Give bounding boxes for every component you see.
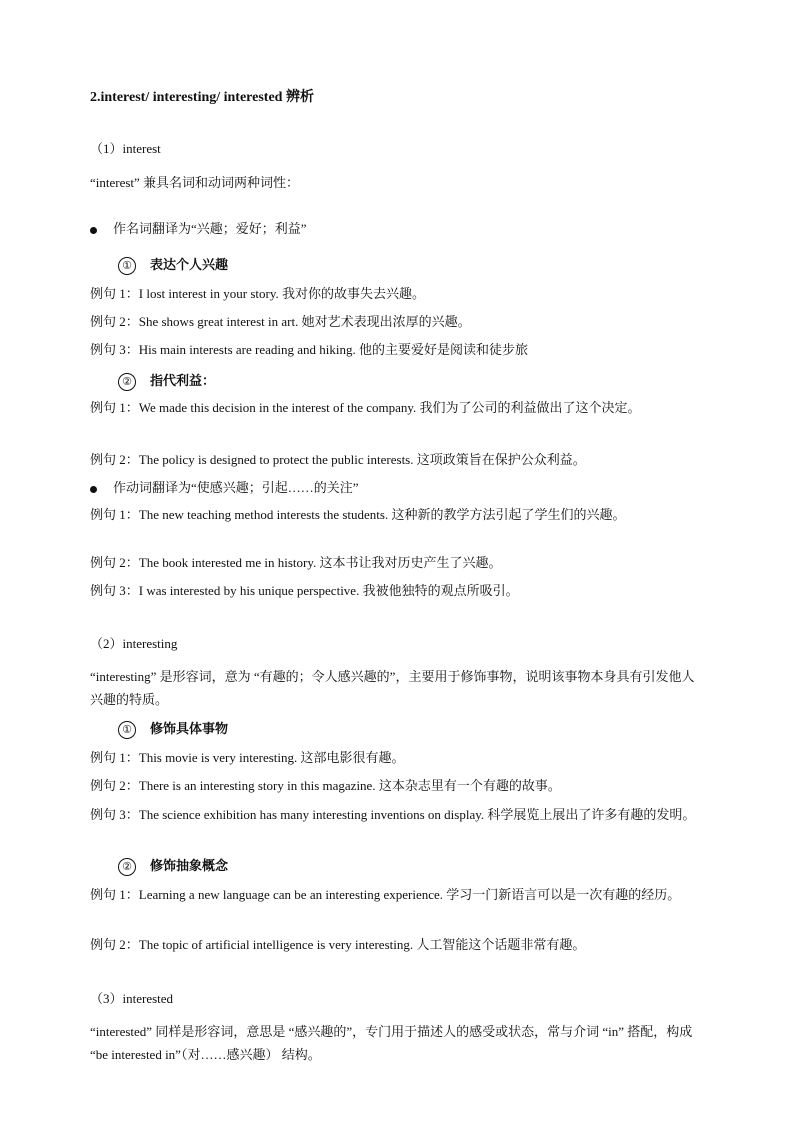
- subheading-label: 修饰抽象概念: [150, 858, 229, 873]
- noun-bullet-text: 作名词翻译为“兴趣；爱好；利益”: [113, 221, 307, 236]
- subheading-label: 修饰具体事物: [150, 721, 229, 736]
- subheading-concrete-things: [118, 718, 228, 739]
- subheading-label: 指代利益：: [150, 373, 216, 388]
- example-sentence: 例句 1：This movie is very interesting. 这部电影很有趣。: [90, 750, 405, 765]
- circled-number-2: ②: [118, 858, 136, 876]
- circled-number-1: ①: [118, 257, 136, 275]
- verb-bullet-item: [90, 476, 705, 499]
- example-sentence: 例句 1：The new teaching method interests the students. 这种新的教学方法引起了学生们的兴趣。: [90, 507, 626, 522]
- subheading-abstract-concepts: [118, 855, 228, 876]
- bullet-icon: [90, 486, 97, 493]
- section-3-heading: （3）interested: [90, 991, 174, 1006]
- noun-bullet-item: [90, 217, 705, 240]
- circled-number-1: ①: [118, 721, 136, 739]
- example-sentence: 例句 1：I lost interest in your story. 我对你的故事失去兴趣。: [90, 286, 425, 301]
- section-2-heading: （2）interesting: [90, 636, 178, 651]
- example-sentence: 例句 3：His main interests are reading and hiking. 他的主要爱好是阅读和徒步旅: [90, 342, 528, 357]
- example-sentence: 例句 1：Learning a new language can be an interesting experience. 学习一门新语言可以是一次有趣的经历。: [90, 887, 681, 902]
- example-sentence: 例句 2：She shows great interest in art. 她对艺术表现出浓厚的兴趣。: [90, 314, 471, 329]
- section-3-intro: “interested” 同样是形容词，意思是 “感兴趣的”，专门用于描述人的感受或状态，常与介词 “in” 搭配，构成 “be interested in”（对……感兴趣） 结构。: [90, 1024, 693, 1062]
- subheading-benefit: [118, 370, 215, 391]
- example-sentence: 例句 3：I was interested by his unique perspective. 我被他独特的观点所吸引。: [90, 583, 519, 598]
- section-1-intro: “interest” 兼具名词和动词两种词性：: [90, 175, 300, 190]
- section-2-intro: “interesting” 是形容词，意为 “有趣的；令人感兴趣的”，主要用于修饰事物，说明该事物本身具有引发他人兴趣的特质。: [90, 669, 695, 707]
- document-title: 2.interest/ interesting/ interested 辨析: [90, 90, 314, 105]
- subheading-label: 表达个人兴趣: [150, 257, 229, 272]
- subheading-personal-interest: [118, 254, 228, 275]
- verb-bullet-text: 作动词翻译为“使感兴趣；引起……的关注”: [113, 480, 359, 495]
- circled-number-2: ②: [118, 373, 136, 391]
- section-1-heading: （1）interest: [90, 141, 161, 156]
- example-sentence: 例句 2：There is an interesting story in this magazine. 这本杂志里有一个有趣的故事。: [90, 778, 561, 793]
- example-sentence: 例句 2：The policy is designed to protect the public interests. 这项政策旨在保护公众利益。: [90, 452, 586, 467]
- example-sentence: 例句 3：The science exhibition has many interesting inventions on display. 科学展览上展出了许多有趣的发明。: [90, 807, 696, 822]
- bullet-icon: [90, 227, 97, 234]
- example-sentence: 例句 2：The topic of artificial intelligence is very interesting. 人工智能这个话题非常有趣。: [90, 937, 586, 952]
- example-sentence: 例句 2：The book interested me in history. 这本书让我对历史产生了兴趣。: [90, 555, 502, 570]
- example-sentence: 例句 1：We made this decision in the interest of the company. 我们为了公司的利益做出了这个决定。: [90, 400, 641, 415]
